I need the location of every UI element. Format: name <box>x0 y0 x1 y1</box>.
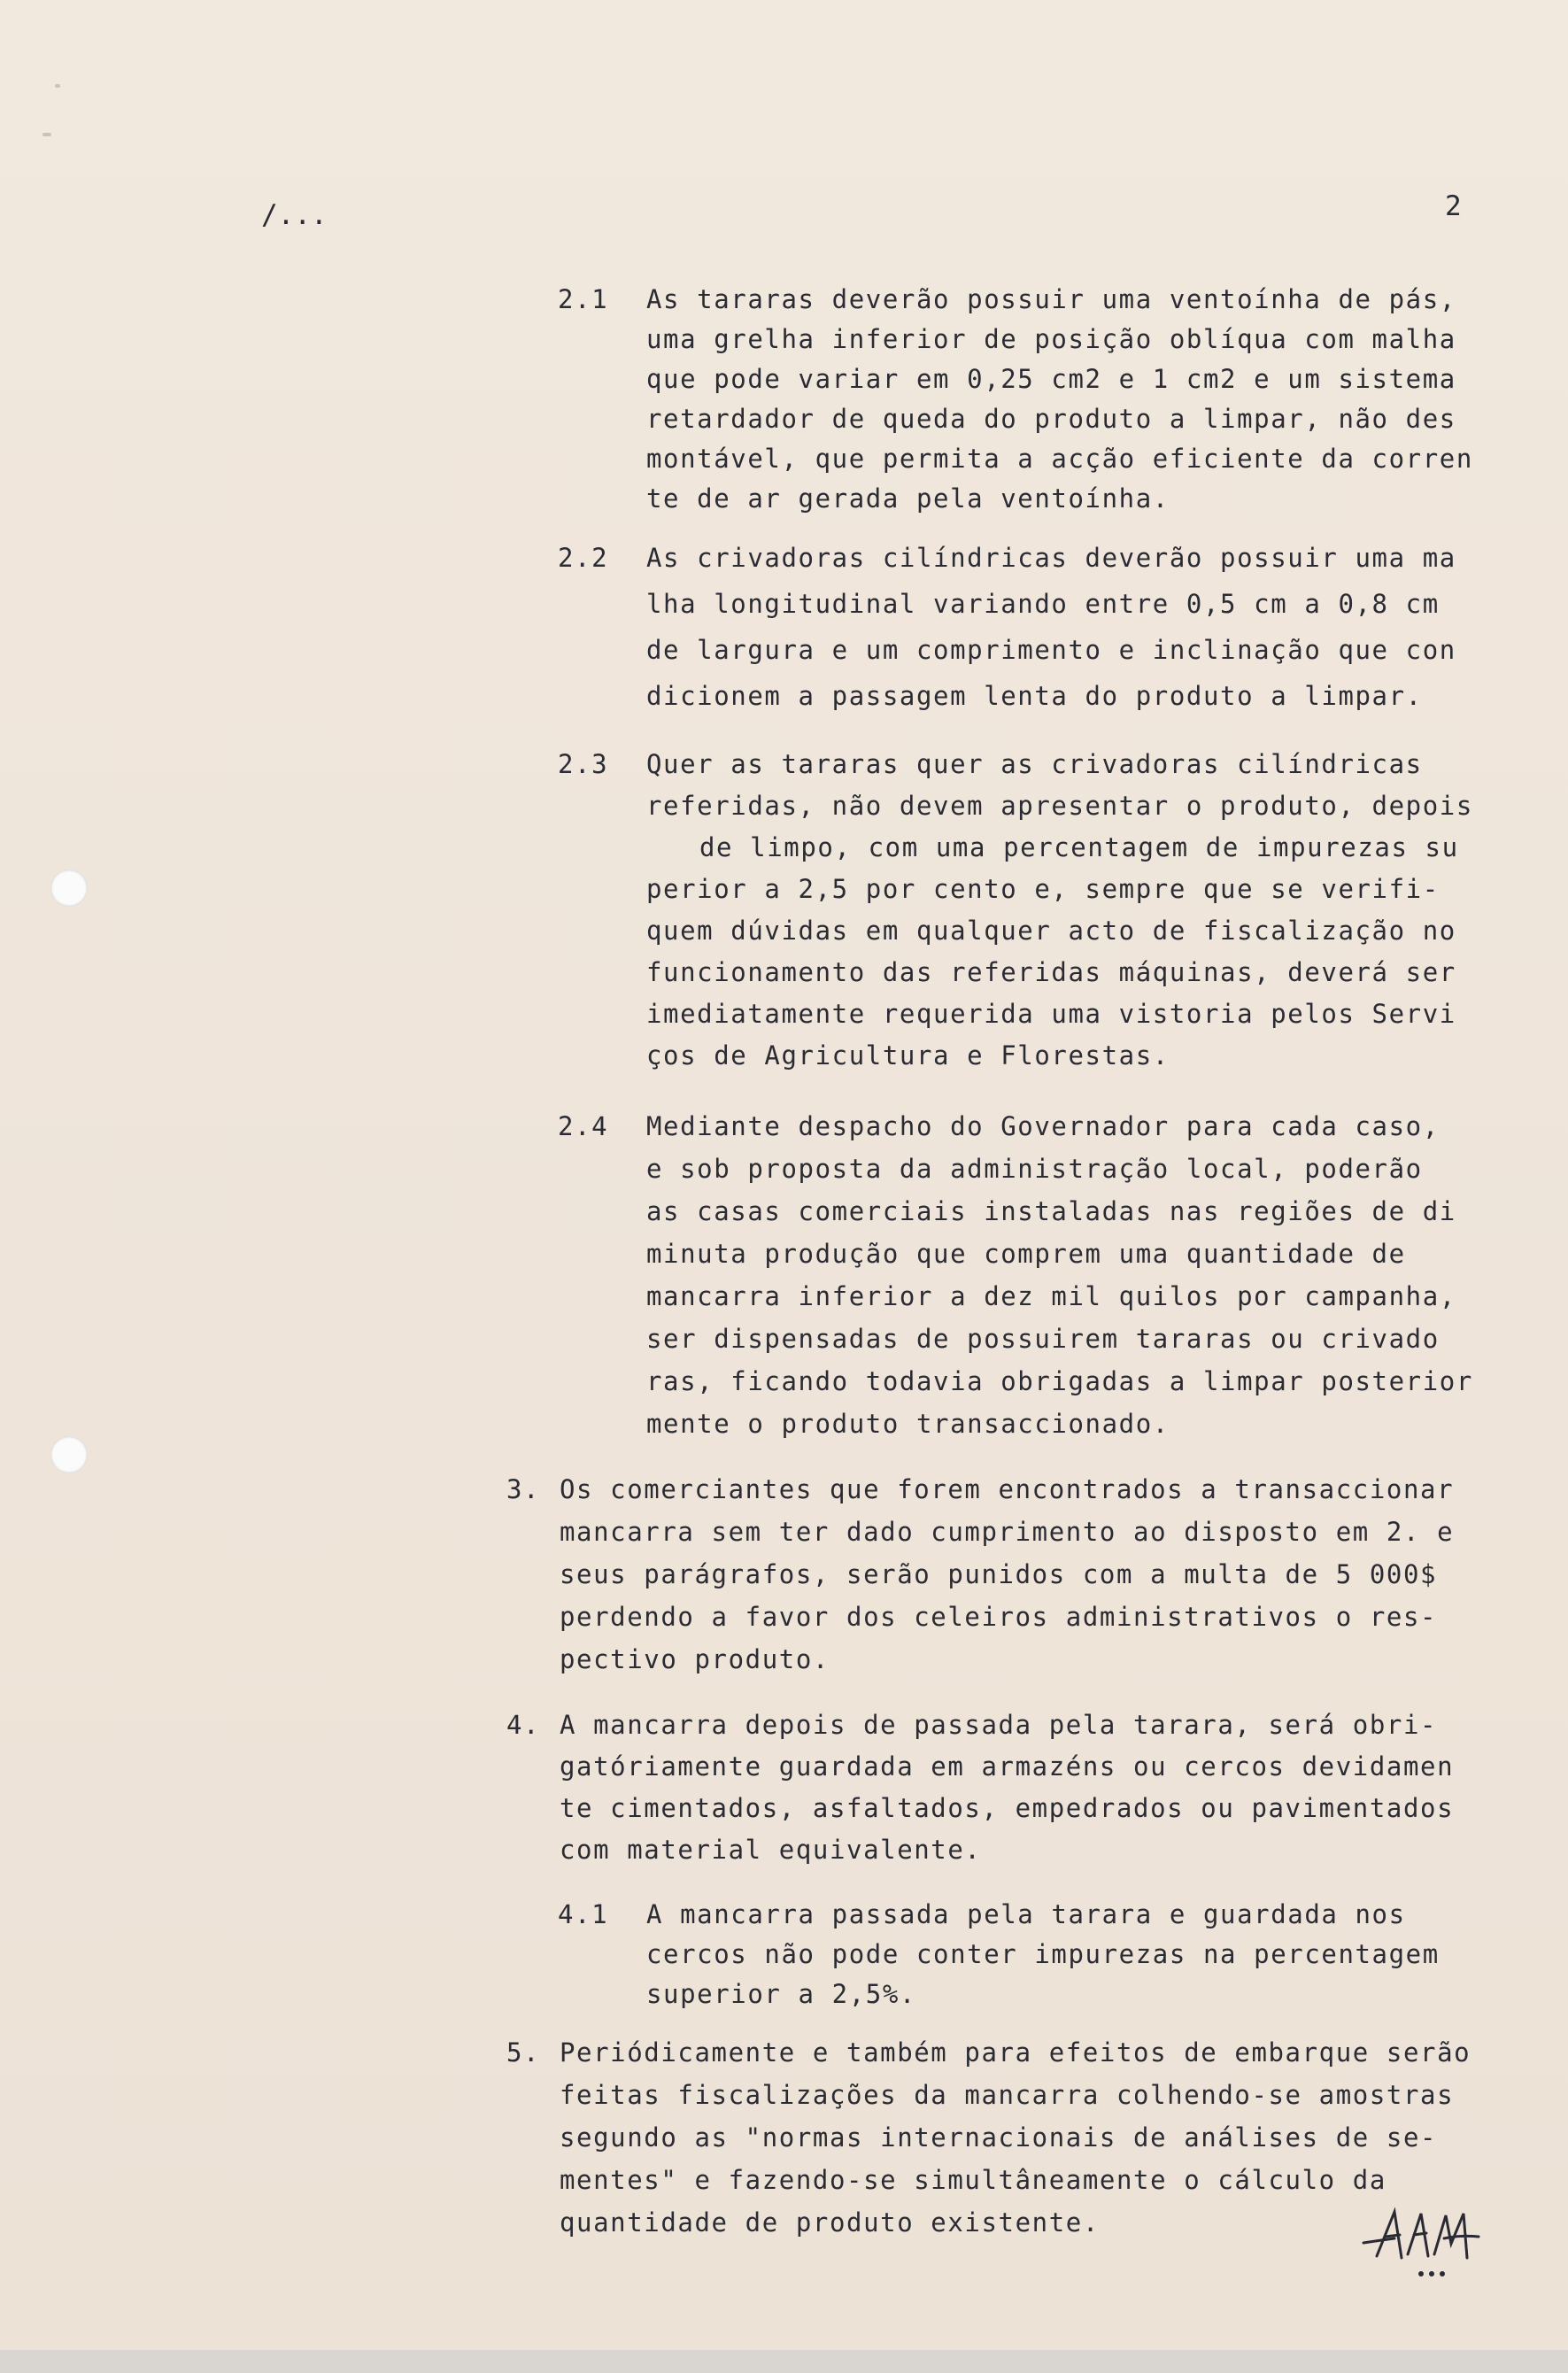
text-line: Quer as tararas quer as crivadoras cilíndricas <box>646 749 1423 779</box>
text-line: dicionem a passagem lenta do produto a limpar. <box>646 681 1423 711</box>
text-line: lha longitudinal variando entre 0,5 cm a 0,8 cm <box>646 589 1440 619</box>
text-line: que pode variar em 0,25 cm2 e 1 cm2 e um sistema <box>646 364 1456 394</box>
punch-hole <box>50 870 88 907</box>
text-line: seus parágrafos, serão punidos com a multa de 5 000$ <box>560 1559 1438 1589</box>
text-line: e sob proposta da administração local, poderão <box>646 1154 1423 1184</box>
text-line: quem dúvidas em qualquer acto de fiscalização no <box>646 916 1456 946</box>
text-line: Mediante despacho do Governador para cada caso, <box>646 1111 1440 1141</box>
text-line: de largura e um comprimento e inclinação que con <box>646 635 1456 665</box>
text-line: imediatamente requerida uma vistoria pelos Servi <box>646 999 1456 1029</box>
text-line: te cimentados, asfaltados, empedrados ou pavimentados <box>560 1793 1455 1823</box>
text-line: superior a 2,5%. <box>646 1979 916 2009</box>
text-line: te de ar gerada pela ventoínha. <box>646 483 1170 514</box>
text-line: pectivo produto. <box>560 1644 830 1674</box>
text-line: funcionamento das referidas máquinas, deverá ser <box>646 957 1456 987</box>
section-number: 4. <box>506 1710 541 1740</box>
text-line: Periódicamente e também para efeitos de embarque serão <box>560 2037 1471 2068</box>
punch-hole <box>50 1436 88 1473</box>
section-number: 2.4 <box>558 1111 609 1141</box>
text-line: mente o produto transaccionado. <box>646 1409 1170 1439</box>
text-line: Os comerciantes que forem encontrados a transaccionar <box>560 1474 1455 1504</box>
text-line: ser dispensadas de possuirem tararas ou crivado <box>646 1324 1440 1354</box>
section-number: 2.3 <box>558 749 609 779</box>
text-line: com material equivalente. <box>560 1835 982 1865</box>
scan-edge <box>0 2350 1568 2373</box>
page-number: 2 <box>1445 190 1462 222</box>
text-line: gatóriamente guardada em armazéns ou cercos devidamen <box>560 1751 1455 1782</box>
paper-speck <box>55 84 60 88</box>
text-line: montável, que permita a acção eficiente da corren <box>646 444 1473 474</box>
text-line: mentes" e fazendo-se simultâneamente o cálculo da <box>560 2165 1386 2195</box>
text-line: quantidade de produto existente. <box>560 2207 1100 2238</box>
section-number: 2.2 <box>558 543 609 573</box>
text-line: perdendo a favor dos celeiros administrativos o res- <box>560 1602 1438 1632</box>
text-line: As tararas deverão possuir uma ventoínha de pás, <box>646 284 1456 314</box>
text-line: perior a 2,5 por cento e, sempre que se verifi- <box>646 874 1440 904</box>
text-line: A mancarra passada pela tarara e guardada nos <box>646 1899 1406 1929</box>
paper-speck <box>42 133 51 136</box>
text-line: A mancarra depois de passada pela tarara, será obri- <box>560 1710 1438 1740</box>
text-line: referidas, não devem apresentar o produto, depois <box>646 791 1473 821</box>
text-line: As crivadoras cilíndricas deverão possuir uma ma <box>646 543 1456 573</box>
text-line: feitas fiscalizações da mancarra colhendo-se amostras <box>560 2080 1455 2110</box>
section-number: 2.1 <box>558 284 609 314</box>
section-number: 5. <box>506 2037 541 2068</box>
section-number: 3. <box>506 1474 541 1504</box>
continuation-mark: /... <box>261 199 328 231</box>
text-line: ras, ficando todavia obrigadas a limpar posterior <box>646 1366 1473 1396</box>
text-line: segundo as "normas internacionais de análises de se- <box>560 2122 1438 2153</box>
text-line: minuta produção que comprem uma quantidade de <box>646 1239 1406 1269</box>
text-line: mancarra inferior a dez mil quilos por campanha, <box>646 1281 1456 1311</box>
text-line: de limpo, com uma percentagem de impurezas su <box>699 832 1459 862</box>
text-line: mancarra sem ter dado cumprimento ao disposto em 2. e <box>560 1517 1455 1547</box>
text-line: as casas comerciais instaladas nas regiões de di <box>646 1196 1456 1226</box>
text-line: retardador de queda do produto a limpar, não des <box>646 404 1456 434</box>
text-line: ços de Agricultura e Florestas. <box>646 1040 1170 1071</box>
signature-initials <box>1359 2203 1483 2283</box>
text-line: uma grelha inferior de posição oblíqua com malha <box>646 324 1456 354</box>
text-line: cercos não pode conter impurezas na percentagem <box>646 1939 1440 1969</box>
section-number: 4.1 <box>558 1899 609 1929</box>
